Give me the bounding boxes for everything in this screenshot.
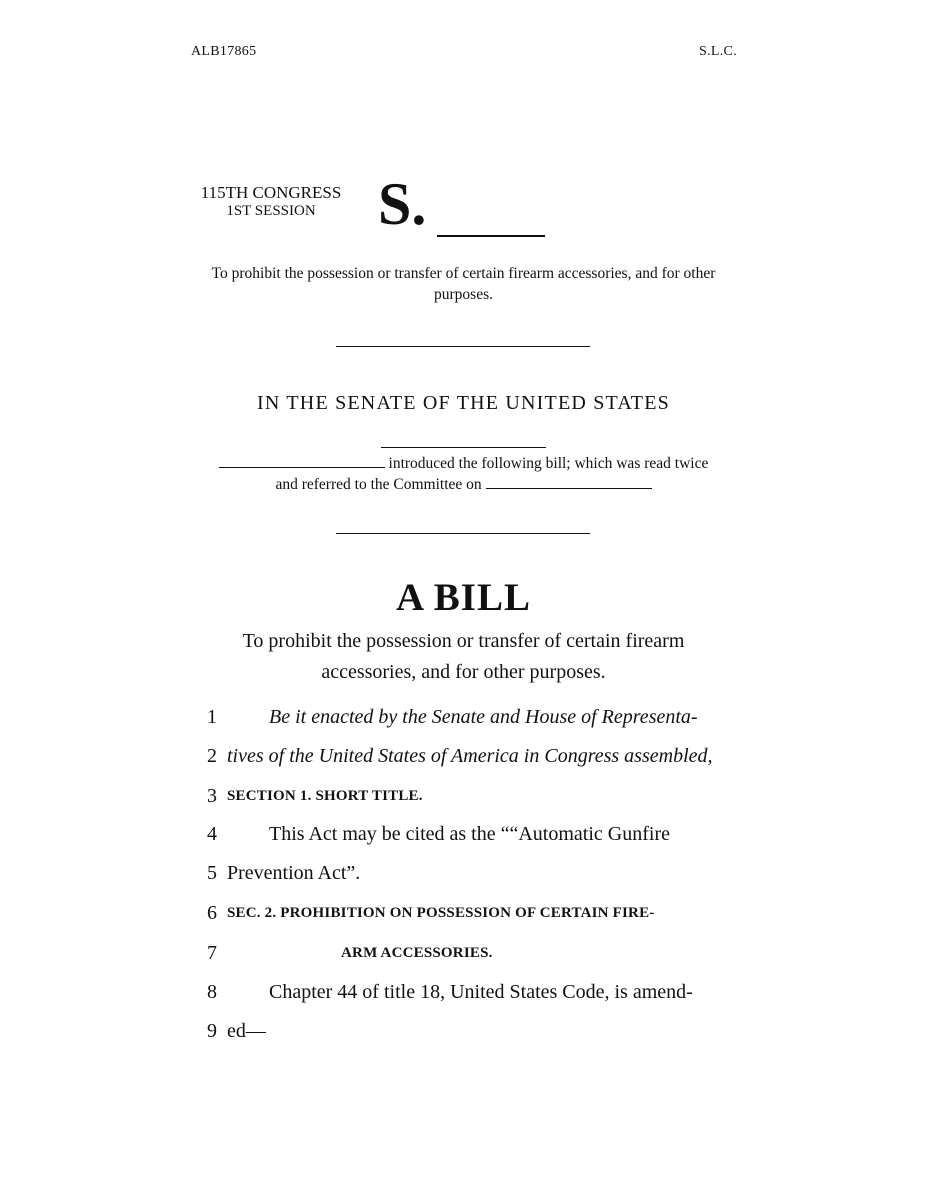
bill-line-4 xyxy=(195,821,742,847)
introduction-line-1 xyxy=(190,453,737,474)
section-title-continued: ARM ACCESSORIES. xyxy=(341,945,493,961)
section-title: SECTION 1. SHORT TITLE. xyxy=(227,788,423,804)
committee-blank xyxy=(486,474,652,489)
introduction-text-1: introduced the following bill; which was read twice xyxy=(388,455,709,472)
line-text: tives of the United States of America in Congress assembled, xyxy=(227,745,713,767)
bill-line-6 xyxy=(195,900,742,926)
congress-session-block xyxy=(191,183,351,221)
divider-rule xyxy=(336,346,590,347)
bill-heading: A BILL xyxy=(396,576,531,619)
session-number: 1ST SESSION xyxy=(226,203,316,219)
bill-line-1 xyxy=(195,704,742,730)
bill-line-5 xyxy=(195,860,742,886)
bill-line-8 xyxy=(195,979,742,1005)
section-title: SEC. 2. PROHIBITION ON POSSESSION OF CERTAIN FIRE- xyxy=(227,905,655,921)
divider-rule xyxy=(336,533,590,534)
line-number: 1 xyxy=(207,706,217,728)
line-number: 7 xyxy=(207,942,217,964)
bill-designation: S. xyxy=(378,171,427,237)
line-number: 8 xyxy=(207,981,217,1003)
sponsor-blank xyxy=(219,453,385,468)
line-number: 9 xyxy=(207,1020,217,1042)
introduction-block xyxy=(190,453,737,495)
bill-line-7 xyxy=(195,940,742,966)
line-text: Chapter 44 of title 18, United States Code, is amend- xyxy=(269,981,693,1003)
line-text: Be it enacted by the Senate and House of Representa- xyxy=(269,706,698,728)
line-number: 6 xyxy=(207,902,217,924)
congress-number: 115TH CONGRESS xyxy=(200,183,342,202)
bill-line-3 xyxy=(195,783,742,809)
date-blank xyxy=(381,447,546,448)
line-text: ed— xyxy=(227,1020,266,1042)
bill-line-2 xyxy=(195,743,742,769)
line-number: 4 xyxy=(207,823,217,845)
bill-line-9 xyxy=(195,1018,742,1044)
chamber-heading: IN THE SENATE OF THE UNITED STATES xyxy=(257,392,670,414)
bill-number-blank xyxy=(437,235,545,237)
introduction-line-2 xyxy=(190,474,737,495)
document-id: ALB17865 xyxy=(191,44,257,59)
line-text: Prevention Act”. xyxy=(227,862,361,884)
purpose-line-1: To prohibit the possession or transfer of certain firearm xyxy=(242,630,685,652)
purpose-line-2: accessories, and for other purposes. xyxy=(321,661,606,683)
line-number: 3 xyxy=(207,785,217,807)
introduction-text-2: and referred to the Committee on xyxy=(275,476,482,493)
short-description: To prohibit the possession or transfer of certain firearm accessories, and for other purposes. xyxy=(211,265,716,303)
slc-label: S.L.C. xyxy=(699,44,737,59)
line-number: 5 xyxy=(207,862,217,884)
bill-purpose xyxy=(190,626,737,688)
line-number: 2 xyxy=(207,745,217,767)
line-text: This Act may be cited as the ““Automatic Gunfire xyxy=(269,823,670,845)
